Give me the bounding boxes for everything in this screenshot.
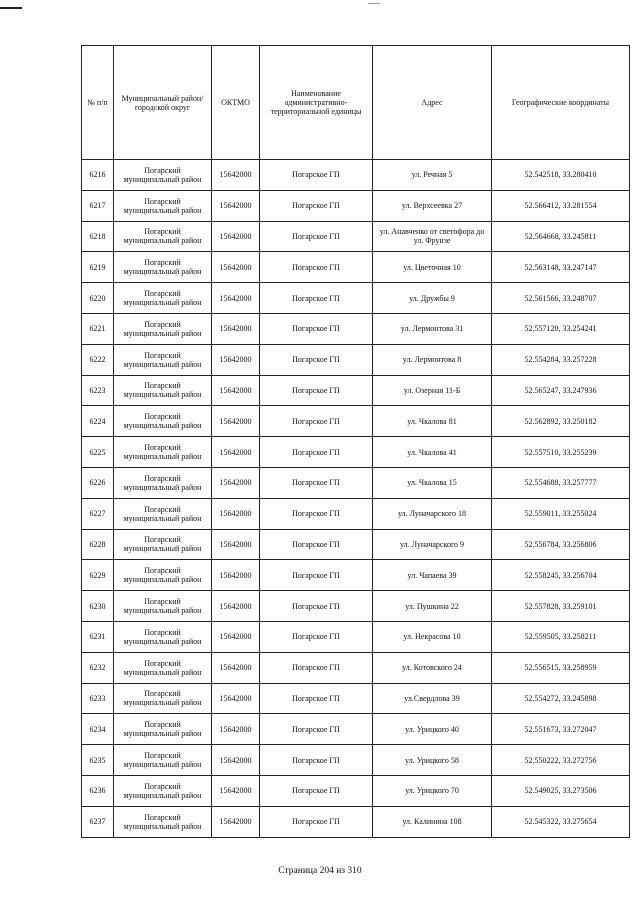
cell-admin-unit: Погарское ГП [260, 313, 373, 344]
cell-municipality: Погарский муниципальный район [114, 221, 212, 252]
table-row [82, 221, 630, 252]
cell-coordinates: 52.563148, 33.247147 [492, 252, 630, 283]
cell-number: 6233 [82, 683, 114, 714]
cell-oktmo: 15642000 [212, 467, 260, 498]
table-row [82, 252, 630, 283]
cell-municipality: Погарский муниципальный район [114, 313, 212, 344]
cell-number: 6237 [82, 806, 114, 837]
cell-address: ул. Урицкого 58 [373, 745, 492, 776]
table-header-row [82, 46, 630, 160]
cell-admin-unit: Погарское ГП [260, 406, 373, 437]
cell-coordinates: 52.556515, 33.258959 [492, 652, 630, 683]
table-row [82, 406, 630, 437]
cell-municipality: Погарский муниципальный район [114, 406, 212, 437]
cell-oktmo: 15642000 [212, 190, 260, 221]
cell-address: ул. Речная 5 [373, 160, 492, 191]
cell-oktmo: 15642000 [212, 745, 260, 776]
cell-number: 6230 [82, 591, 114, 622]
table-row [82, 437, 630, 468]
cell-municipality: Погарский муниципальный район [114, 591, 212, 622]
header-oktmo: ОКТМО [212, 46, 260, 160]
cell-oktmo: 15642000 [212, 621, 260, 652]
cell-oktmo: 15642000 [212, 406, 260, 437]
table-row [82, 652, 630, 683]
cell-address: ул. Цветочная 10 [373, 252, 492, 283]
table-row [82, 283, 630, 314]
cell-number: 6228 [82, 529, 114, 560]
cell-municipality: Погарский муниципальный район [114, 560, 212, 591]
cell-municipality: Погарский муниципальный район [114, 160, 212, 191]
cell-number: 6221 [82, 313, 114, 344]
cell-number: 6223 [82, 375, 114, 406]
cell-admin-unit: Погарское ГП [260, 591, 373, 622]
scan-artifact-dash [368, 3, 380, 4]
cell-municipality: Погарский муниципальный район [114, 190, 212, 221]
cell-coordinates: 52.557510, 33.255239 [492, 437, 630, 468]
cell-number: 6220 [82, 283, 114, 314]
table-body [82, 160, 630, 838]
cell-admin-unit: Погарское ГП [260, 529, 373, 560]
cell-coordinates: 52.554284, 33.257228 [492, 344, 630, 375]
cell-address: ул. Озерная 11-Б [373, 375, 492, 406]
cell-coordinates: 52.558245, 33.256704 [492, 560, 630, 591]
cell-coordinates: 52.554688, 33.257777 [492, 467, 630, 498]
cell-number: 6234 [82, 714, 114, 745]
cell-admin-unit: Погарское ГП [260, 190, 373, 221]
cell-address: ул. Лермонтова 31 [373, 313, 492, 344]
table-row [82, 313, 630, 344]
table-row [82, 745, 630, 776]
cell-coordinates: 52.554272, 33.245898 [492, 683, 630, 714]
cell-address: ул. Дружбы 9 [373, 283, 492, 314]
header-admin-unit: Наименование административно-территориальной единицы [260, 46, 373, 160]
cell-oktmo: 15642000 [212, 313, 260, 344]
cell-oktmo: 15642000 [212, 529, 260, 560]
cell-coordinates: 52.559505, 33.258211 [492, 621, 630, 652]
cell-oktmo: 15642000 [212, 498, 260, 529]
table-row [82, 775, 630, 806]
table-row [82, 344, 630, 375]
page-footer: Страница 204 из 310 [278, 866, 362, 876]
cell-address: ул. Урицкого 70 [373, 775, 492, 806]
header-coordinates: Географические координаты [492, 46, 630, 160]
header-municipality: Муниципальный район/городской округ [114, 46, 212, 160]
cell-admin-unit: Погарское ГП [260, 652, 373, 683]
cell-address: ул.Свердлова 39 [373, 683, 492, 714]
cell-coordinates: 52.549025, 33.273506 [492, 775, 630, 806]
table-row [82, 714, 630, 745]
cell-coordinates: 52.550222, 33.272756 [492, 745, 630, 776]
table-row [82, 190, 630, 221]
cell-number: 6232 [82, 652, 114, 683]
cell-admin-unit: Погарское ГП [260, 714, 373, 745]
cell-coordinates: 52.562892, 33.250182 [492, 406, 630, 437]
cell-oktmo: 15642000 [212, 683, 260, 714]
cell-coordinates: 52.559011, 33.255024 [492, 498, 630, 529]
table-row [82, 467, 630, 498]
scan-artifact-line [0, 7, 22, 9]
cell-number: 6225 [82, 437, 114, 468]
cell-number: 6226 [82, 467, 114, 498]
header-address: Адрес [373, 46, 492, 160]
table-row [82, 621, 630, 652]
cell-admin-unit: Погарское ГП [260, 775, 373, 806]
cell-address: ул. Луначарского 9 [373, 529, 492, 560]
cell-admin-unit: Погарское ГП [260, 467, 373, 498]
cell-municipality: Погарский муниципальный район [114, 529, 212, 560]
table-row [82, 498, 630, 529]
cell-number: 6227 [82, 498, 114, 529]
cell-municipality: Погарский муниципальный район [114, 775, 212, 806]
cell-admin-unit: Погарское ГП [260, 437, 373, 468]
cell-oktmo: 15642000 [212, 714, 260, 745]
cell-coordinates: 52.564668, 33.245811 [492, 221, 630, 252]
cell-coordinates: 52.551673, 33.272047 [492, 714, 630, 745]
cell-oktmo: 15642000 [212, 283, 260, 314]
cell-address: ул. Чкалова 81 [373, 406, 492, 437]
cell-oktmo: 15642000 [212, 160, 260, 191]
cell-municipality: Погарский муниципальный район [114, 344, 212, 375]
cell-number: 6229 [82, 560, 114, 591]
cell-municipality: Погарский муниципальный район [114, 375, 212, 406]
cell-address: ул. Котовского 24 [373, 652, 492, 683]
cell-number: 6231 [82, 621, 114, 652]
cell-coordinates: 52.557120, 33.254241 [492, 313, 630, 344]
cell-address: ул. Анавченко от светофора до ул. Фрунзе [373, 221, 492, 252]
cell-municipality: Погарский муниципальный район [114, 252, 212, 283]
cell-number: 6216 [82, 160, 114, 191]
cell-address: ул. Чкалова 41 [373, 437, 492, 468]
cell-coordinates: 52.566412, 33.281554 [492, 190, 630, 221]
cell-coordinates: 52.542518, 33.280410 [492, 160, 630, 191]
cell-admin-unit: Погарское ГП [260, 683, 373, 714]
cell-number: 6224 [82, 406, 114, 437]
cell-oktmo: 15642000 [212, 591, 260, 622]
cell-number: 6219 [82, 252, 114, 283]
cell-number: 6236 [82, 775, 114, 806]
table-row [82, 529, 630, 560]
table-row [82, 591, 630, 622]
cell-admin-unit: Погарское ГП [260, 252, 373, 283]
cell-oktmo: 15642000 [212, 560, 260, 591]
cell-municipality: Погарский муниципальный район [114, 714, 212, 745]
cell-oktmo: 15642000 [212, 252, 260, 283]
cell-admin-unit: Погарское ГП [260, 560, 373, 591]
cell-number: 6217 [82, 190, 114, 221]
cell-oktmo: 15642000 [212, 775, 260, 806]
cell-municipality: Погарский муниципальный район [114, 437, 212, 468]
cell-oktmo: 15642000 [212, 652, 260, 683]
cell-address: ул. Калинина 108 [373, 806, 492, 837]
cell-coordinates: 52.565247, 33.247936 [492, 375, 630, 406]
cell-number: 6235 [82, 745, 114, 776]
cell-coordinates: 52.557828, 33.259101 [492, 591, 630, 622]
cell-oktmo: 15642000 [212, 344, 260, 375]
cell-number: 6222 [82, 344, 114, 375]
cell-municipality: Погарский муниципальный район [114, 283, 212, 314]
cell-admin-unit: Погарское ГП [260, 160, 373, 191]
table-row [82, 560, 630, 591]
header-number: № п/п [82, 46, 114, 160]
cell-admin-unit: Погарское ГП [260, 375, 373, 406]
cell-coordinates: 52.545322, 33.275654 [492, 806, 630, 837]
cell-municipality: Погарский муниципальный район [114, 745, 212, 776]
cell-admin-unit: Погарское ГП [260, 221, 373, 252]
cell-address: ул. Урицкого 40 [373, 714, 492, 745]
cell-address: ул. Верхсеевка 27 [373, 190, 492, 221]
cell-coordinates: 52.556784, 33.256806 [492, 529, 630, 560]
cell-municipality: Погарский муниципальный район [114, 467, 212, 498]
cell-municipality: Погарский муниципальный район [114, 621, 212, 652]
cell-municipality: Погарский муниципальный район [114, 806, 212, 837]
table-row [82, 375, 630, 406]
cell-oktmo: 15642000 [212, 437, 260, 468]
cell-number: 6218 [82, 221, 114, 252]
cell-admin-unit: Погарское ГП [260, 745, 373, 776]
table-row [82, 806, 630, 837]
cell-municipality: Погарский муниципальный район [114, 683, 212, 714]
cell-address: ул. Лермонтова 8 [373, 344, 492, 375]
cell-oktmo: 15642000 [212, 806, 260, 837]
table-row [82, 160, 630, 191]
table-row [82, 683, 630, 714]
cell-address: ул. Пушкина 22 [373, 591, 492, 622]
cell-address: ул. Чкалова 15 [373, 467, 492, 498]
cell-address: ул. Некрасова 10 [373, 621, 492, 652]
cell-oktmo: 15642000 [212, 221, 260, 252]
cell-coordinates: 52.561566, 33.248707 [492, 283, 630, 314]
cell-address: ул. Чапаева 39 [373, 560, 492, 591]
cell-admin-unit: Погарское ГП [260, 344, 373, 375]
cell-admin-unit: Погарское ГП [260, 806, 373, 837]
cell-admin-unit: Погарское ГП [260, 498, 373, 529]
cell-municipality: Погарский муниципальный район [114, 498, 212, 529]
cell-oktmo: 15642000 [212, 375, 260, 406]
data-table [81, 45, 630, 838]
cell-municipality: Погарский муниципальный район [114, 652, 212, 683]
cell-admin-unit: Погарское ГП [260, 283, 373, 314]
cell-admin-unit: Погарское ГП [260, 621, 373, 652]
cell-address: ул. Луначарского 18 [373, 498, 492, 529]
